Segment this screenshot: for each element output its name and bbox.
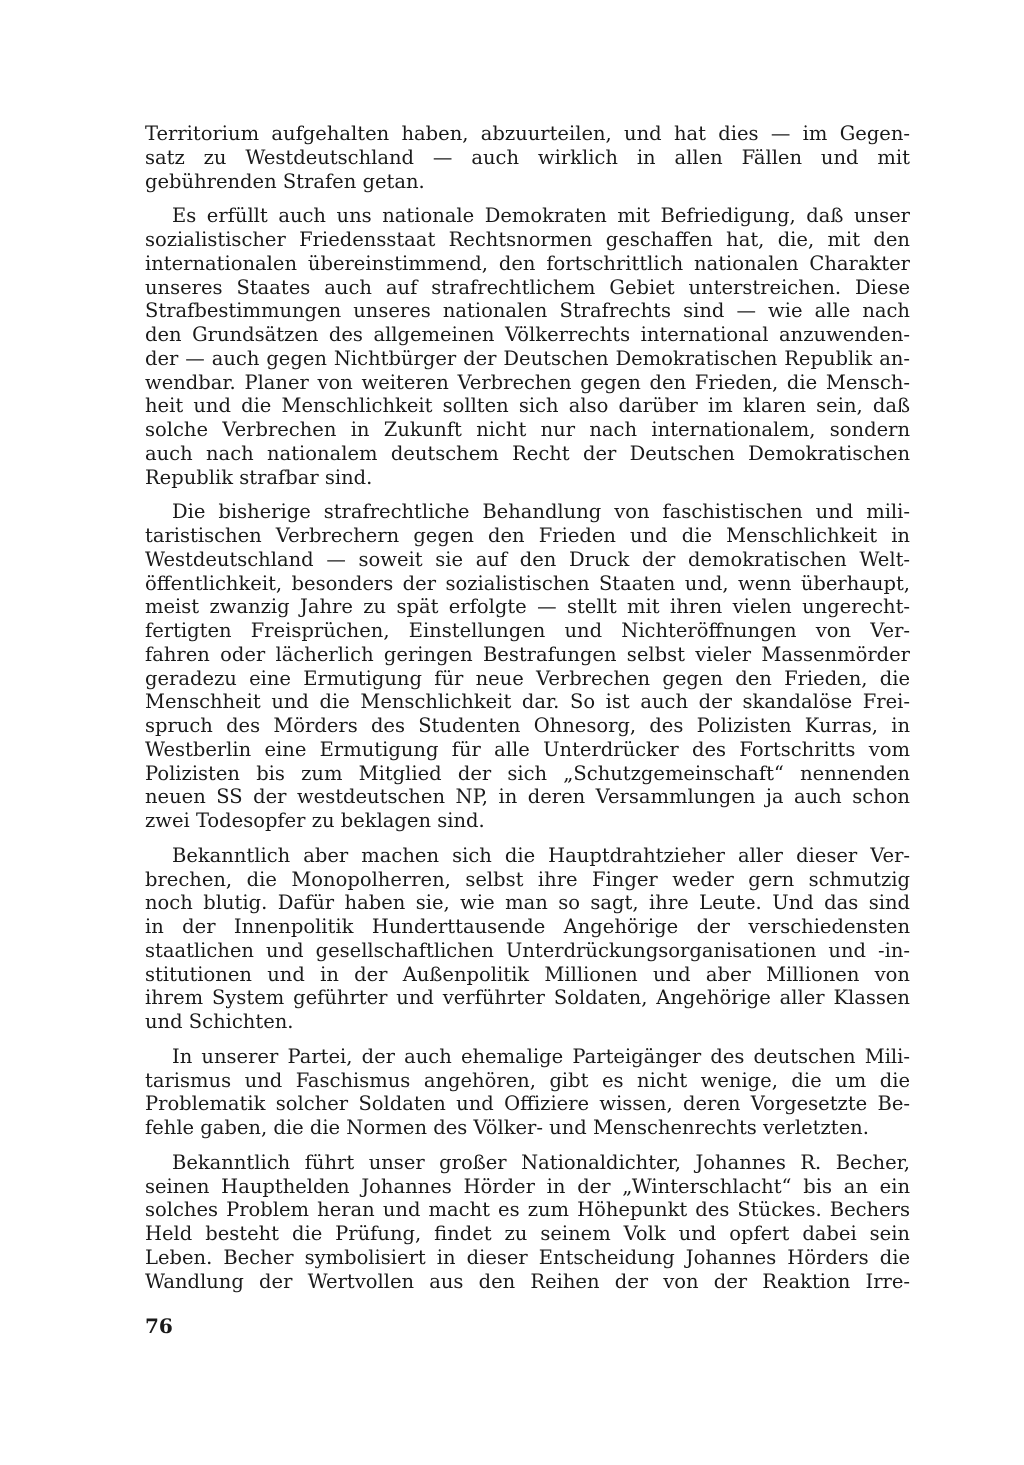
text-line: staatlichen und gesellschaftlichen Unterdrückungsorganisationen und -in-	[145, 938, 910, 962]
text-line: Bekanntlich führt unser großer Nationaldichter, Johannes R. Becher,	[172, 1150, 910, 1174]
text-line: internationalen übereinstimmend, den fortschrittlich nationalen Charakter	[145, 251, 910, 275]
text-line: geradezu eine Ermutigung für neue Verbrechen gegen den Frieden, die	[145, 666, 910, 690]
paragraph-3	[145, 500, 910, 833]
text-line: Die bisherige strafrechtliche Behandlung von faschistischen und mili-	[172, 500, 910, 524]
text-line: tarismus und Faschismus angehören, gibt es nicht wenige, die um die	[145, 1068, 910, 1092]
text-line: gebührenden Strafen getan.	[145, 169, 425, 193]
paragraph-4	[145, 844, 910, 1034]
text-line: auch nach nationalem deutschem Recht der Deutschen Demokratischen	[145, 441, 910, 465]
text-line: Strafbestimmungen unseres nationalen Strafrechts sind — wie alle nach	[145, 299, 910, 323]
text-line: Westdeutschland — soweit sie auf den Druck der demokratischen Welt-	[145, 547, 910, 571]
text-line: ihrem System geführter und verführter Soldaten, Angehörige aller Klassen	[145, 986, 910, 1010]
paragraph-5	[145, 1045, 910, 1140]
text-line: Republik strafbar sind.	[145, 465, 373, 489]
text-line: meist zwanzig Jahre zu spät erfolgte — stellt mit ihren vielen ungerecht-	[145, 595, 910, 619]
text-line: brechen, die Monopolherren, selbst ihre Finger weder gern schmutzig	[145, 867, 910, 891]
text-line: stitutionen und in der Außenpolitik Millionen und aber Millionen von	[145, 962, 910, 986]
text-line: und Schichten.	[145, 1010, 294, 1033]
text-line: satz zu Westdeutschland — auch wirklich in allen Fällen und mit	[145, 145, 910, 169]
text-line: seinen Haupthelden Johannes Hörder in der „Winterschlacht“ bis an ein	[145, 1174, 910, 1198]
text-line: in der Innenpolitik Hunderttausende Angehörige der verschiedensten	[145, 915, 910, 938]
page-number: 76	[145, 1314, 173, 1338]
page-body	[145, 122, 910, 1304]
text-line: Polizisten bis zum Mitglied der sich „Schutzgemeinschaft“ nennenden	[145, 761, 910, 785]
text-line: Wandlung der Wertvollen aus den Reihen der von der Reaktion Irre-	[145, 1269, 910, 1293]
text-line: Problematik solcher Soldaten und Offiziere wissen, deren Vorgesetzte Be-	[145, 1092, 910, 1116]
text-line: sozialistischer Friedensstaat Rechtsnormen geschaffen hat, die, mit den	[145, 228, 910, 251]
text-line: Leben. Becher symbolisiert in dieser Entscheidung Johannes Hörders die	[145, 1245, 910, 1269]
paragraph-2	[145, 204, 910, 489]
text-line: Westberlin eine Ermutigung für alle Unterdrücker des Fortschritts vom	[145, 737, 910, 761]
text-line: Bekanntlich aber machen sich die Hauptdrahtzieher aller dieser Ver-	[172, 843, 910, 867]
text-line: Es erfüllt auch uns nationale Demokraten mit Befriedigung, daß unser	[172, 204, 910, 228]
text-line: fehle gaben, die die Normen des Völker- und Menschenrechts verletzten.	[145, 1116, 869, 1139]
text-line: wendbar. Planer von weiteren Verbrechen gegen den Frieden, die Mensch-	[145, 370, 910, 394]
text-line: Territorium aufgehalten haben, abzuurteilen, und hat dies — im Gegen-	[145, 122, 910, 145]
paragraph-6	[145, 1151, 910, 1294]
text-line: taristischen Verbrechern gegen den Frieden und die Menschlichkeit in	[145, 524, 910, 547]
text-line: unseres Staates auch auf strafrechtlichem Gebiet unterstreichen. Diese	[145, 275, 910, 299]
paragraph-1	[145, 122, 910, 193]
text-line: neuen SS der westdeutschen NP, in deren Versammlungen ja auch schon	[145, 785, 910, 809]
text-line: der — auch gegen Nichtbürger der Deutschen Demokratischen Republik an-	[145, 346, 910, 370]
text-line: noch blutig. Dafür haben sie, wie man so sagt, ihre Leute. Und das sind	[145, 891, 910, 915]
text-line: fahren oder lächerlich geringen Bestrafungen selbst vieler Massenmörder	[145, 642, 910, 666]
text-line: spruch des Mörders des Studenten Ohnesorg, des Polizisten Kurras, in	[145, 714, 910, 737]
text-line: öffentlichkeit, besonders der sozialistischen Staaten und, wenn überhaupt,	[145, 571, 910, 595]
text-line: zwei Todesopfer zu beklagen sind.	[145, 809, 485, 832]
text-line: den Grundsätzen des allgemeinen Völkerrechts international anzuwenden-	[145, 323, 910, 346]
text-line: heit und die Menschlichkeit sollten sich also darüber im klaren sein, daß	[145, 394, 910, 418]
text-line: Held besteht die Prüfung, findet zu seinem Volk und opfert dabei sein	[145, 1222, 910, 1245]
text-line: solches Problem heran und macht es zum Höhepunkt des Stückes. Bechers	[145, 1198, 910, 1222]
text-line: In unserer Partei, der auch ehemalige Parteigänger des deutschen Mili-	[172, 1044, 910, 1068]
text-line: solche Verbrechen in Zukunft nicht nur nach internationalem, sondern	[145, 418, 910, 441]
text-line: Menschheit und die Menschlichkeit dar. So ist auch der skandalöse Frei-	[145, 690, 910, 714]
text-line: fertigten Freisprüchen, Einstellungen und Nichteröffnungen von Ver-	[145, 619, 910, 642]
